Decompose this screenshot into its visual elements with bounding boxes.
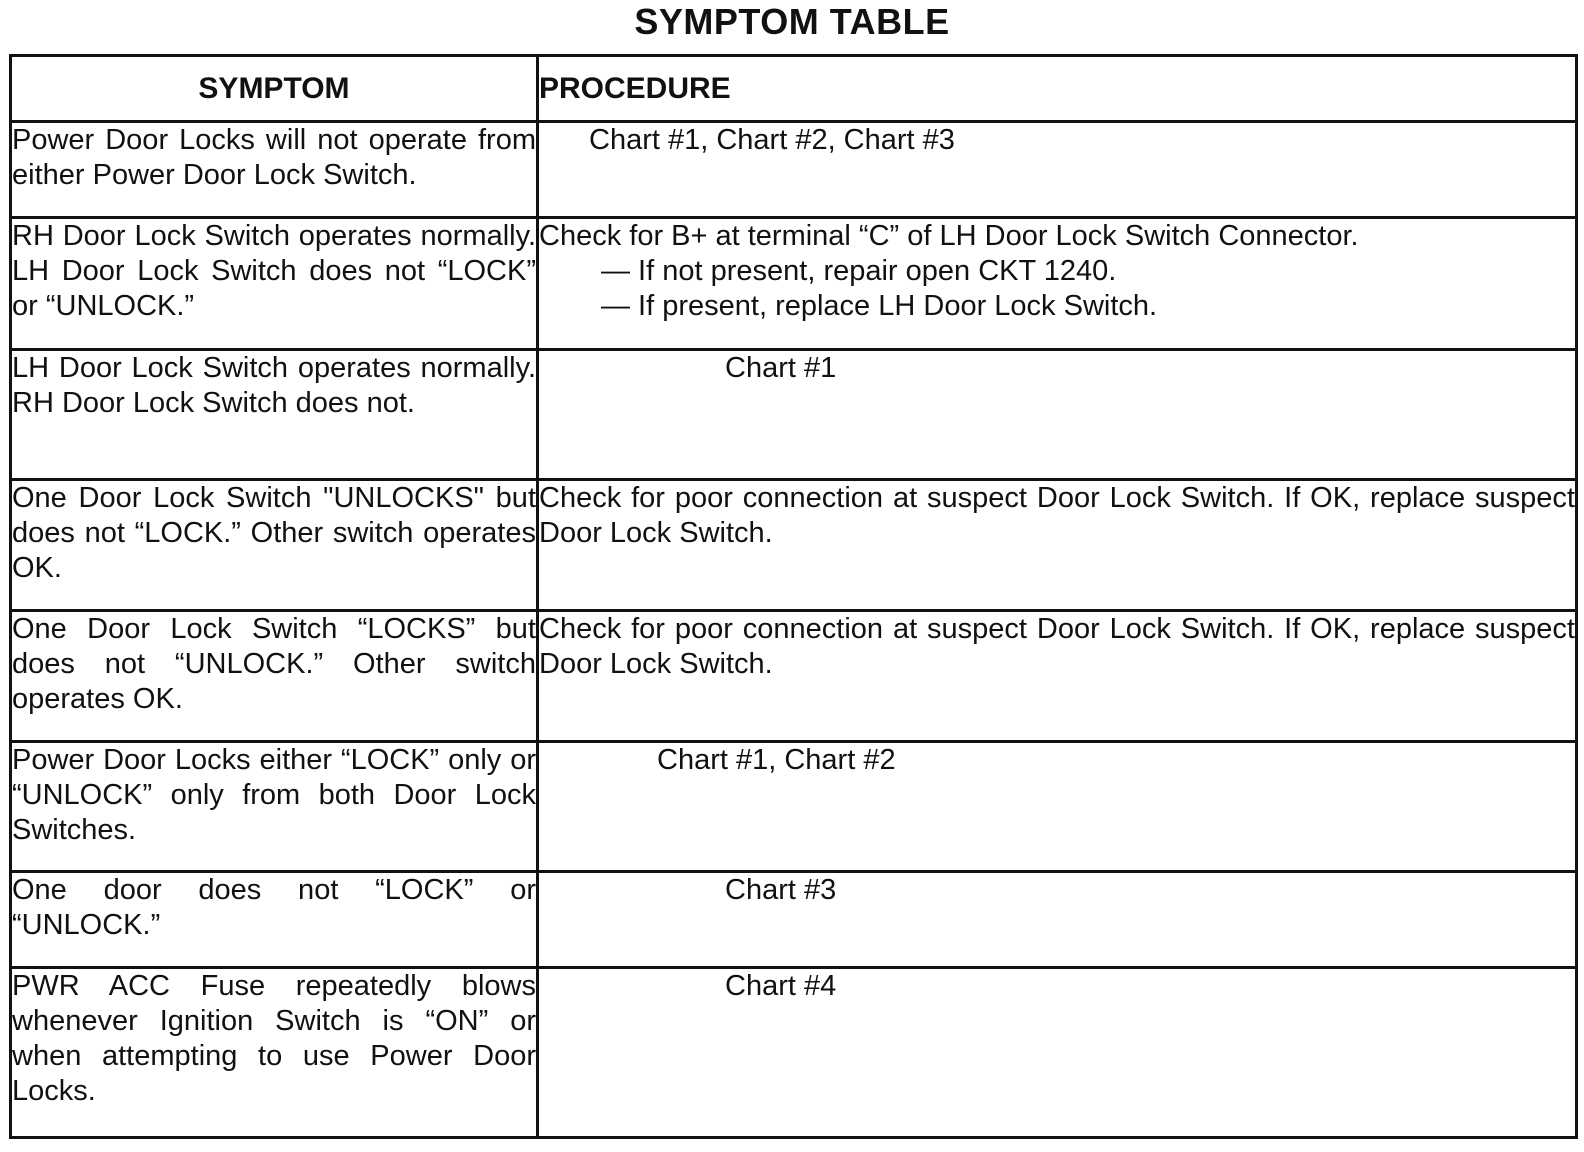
table-row [11, 872, 1577, 968]
procedure-cell [538, 122, 1577, 218]
procedure-text: Chart #1, Chart #2, Chart #3 [589, 124, 955, 156]
procedure-column-header: PROCEDURE [538, 56, 1577, 122]
procedure-text: Chart #1 [725, 352, 837, 384]
procedure-cell [538, 350, 1577, 480]
symptom-cell: One Door Lock Switch “LOCKS” but does not “UNLOCK.” Other switch operates OK. [11, 611, 538, 742]
symptom-cell: Power Door Locks either “LOCK” only or “UNLOCK” only from both Door Lock Switches. [11, 742, 538, 872]
procedure-cell [538, 872, 1577, 968]
table-row [11, 350, 1577, 480]
procedure-text: Chart #1, Chart #2 [657, 744, 896, 776]
table-row [11, 742, 1577, 872]
procedure-text: Chart #4 [725, 970, 837, 1002]
symptom-column-header: SYMPTOM [11, 56, 538, 122]
symptom-cell: One door does not “LOCK” or “UNLOCK.” [11, 872, 538, 968]
procedure-sub-step: — If not present, repair open CKT 1240. [601, 255, 1117, 287]
procedure-text: Chart #3 [725, 874, 837, 906]
procedure-cell [538, 218, 1577, 350]
symptom-cell: RH Door Lock Switch operates normally. LH Door Lock Switch does not “LOCK” or “UNLOCK.” [11, 218, 538, 350]
symptom-table [9, 54, 1578, 1139]
procedure-cell [538, 742, 1577, 872]
procedure-sub-step: — If present, replace LH Door Lock Switch. [601, 290, 1158, 322]
symptom-cell: One Door Lock Switch "UNLOCKS" but does not “LOCK.” Other switch operates OK. [11, 480, 538, 611]
table-row [11, 218, 1577, 350]
table-row [11, 968, 1577, 1138]
procedure-cell [538, 968, 1577, 1138]
page-title: SYMPTOM TABLE [634, 1, 950, 42]
symptom-cell: Power Door Locks will not operate from either Power Door Lock Switch. [11, 122, 538, 218]
symptom-cell: PWR ACC Fuse repeatedly blows whenever Ignition Switch is “ON” or when attempting to use Power Door Locks. [11, 968, 538, 1138]
procedure-cell: Check for poor connection at suspect Door Lock Switch. If OK, replace suspect Door Lock Switch. [538, 611, 1577, 742]
procedure-cell: Check for poor connection at suspect Door Lock Switch. If OK, replace suspect Door Lock Switch. [538, 480, 1577, 611]
table-row [11, 611, 1577, 742]
header-row [11, 56, 1577, 122]
table-row [11, 122, 1577, 218]
procedure-text: Check for B+ at terminal “C” of LH Door Lock Switch Connector. [539, 220, 1359, 252]
table-row [11, 480, 1577, 611]
symptom-cell: LH Door Lock Switch operates normally. RH Door Lock Switch does not. [11, 350, 538, 480]
